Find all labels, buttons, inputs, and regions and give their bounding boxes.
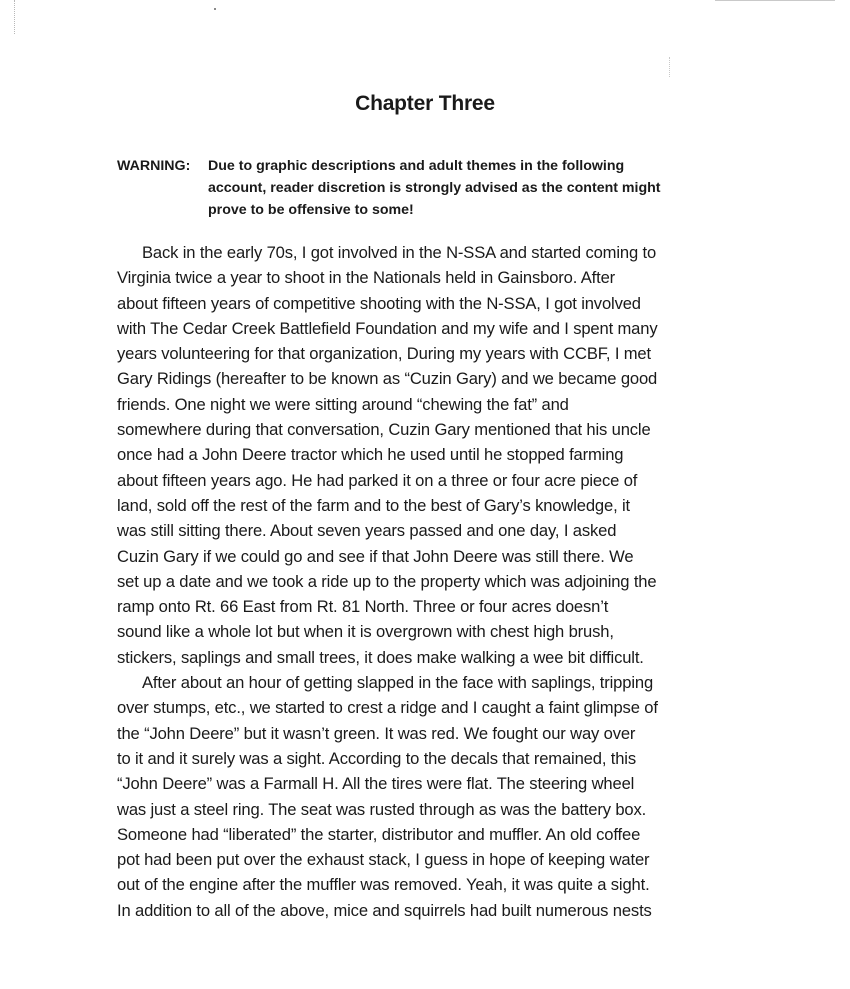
paragraph-1-line: was still sitting there. About seven years passed and one day, I asked bbox=[117, 521, 617, 541]
paragraph-1-line: somewhere during that conversation, Cuzin Gary mentioned that his uncle bbox=[117, 420, 651, 440]
scan-artifact-right bbox=[669, 57, 671, 77]
paragraph-2-line: was just a steel ring. The seat was rusted through as was the battery box. bbox=[117, 799, 647, 819]
paragraph-1-line: with The Cedar Creek Battlefield Foundation and my wife and I spent many bbox=[117, 318, 658, 338]
paragraph-2-line: to it and it surely was a sight. According to the decals that remained, this bbox=[117, 748, 636, 768]
paragraph-1-line: Gary Ridings (hereafter to be known as “Cuzin Gary) and we became good bbox=[117, 369, 658, 389]
paragraph-1-line: land, sold off the rest of the farm and to the best of Gary’s knowledge, it bbox=[117, 495, 630, 515]
warning-line: account, reader discretion is strongly advised as the content might bbox=[208, 180, 661, 196]
warning-line: Due to graphic descriptions and adult themes in the following bbox=[208, 158, 625, 174]
paragraph-1-line: set up a date and we took a ride up to the property which was adjoining the bbox=[117, 571, 657, 591]
paragraph-1-line: about fifteen years of competitive shooting with the N-SSA, I got involved bbox=[117, 293, 641, 313]
warning-line: prove to be offensive to some! bbox=[208, 202, 414, 218]
chapter-title: Chapter Three bbox=[355, 92, 495, 115]
paragraph-2-line: out of the engine after the muffler was removed. Yeah, it was quite a sight. bbox=[117, 875, 650, 895]
body-text bbox=[117, 240, 737, 923]
scan-artifact-dot bbox=[214, 8, 216, 10]
warning-text bbox=[208, 155, 738, 221]
paragraph-2-line: pot had been put over the exhaust stack, I guess in hope of keeping water bbox=[117, 850, 650, 870]
paragraph-1-line: ramp onto Rt. 66 East from Rt. 81 North. Three or four acres doesn’t bbox=[117, 597, 609, 617]
paragraph-1-line: friends. One night we were sitting around “chewing the fat” and bbox=[117, 394, 569, 414]
paragraph-1-line: Back in the early 70s, I got involved in the N-SSA and started coming to bbox=[142, 243, 657, 262]
scan-artifact-left bbox=[14, 0, 16, 34]
paragraph-2-line: “John Deere” was a Farmall H. All the tires were flat. The steering wheel bbox=[117, 774, 635, 794]
paragraph-1-line: about fifteen years ago. He had parked it on a three or four acre piece of bbox=[117, 470, 638, 490]
scan-artifact-top-right bbox=[715, 0, 835, 1]
paragraph-1-line: Cuzin Gary if we could go and see if that John Deere was still there. We bbox=[117, 546, 634, 566]
paragraph-2-line: over stumps, etc., we started to crest a ridge and I caught a faint glimpse of bbox=[117, 698, 658, 718]
paragraph-1-line: Virginia twice a year to shoot in the Nationals held in Gainsboro. After bbox=[117, 268, 616, 288]
paragraph-2-line: In addition to all of the above, mice and squirrels had built numerous nests bbox=[117, 900, 652, 920]
paragraph-1-line: stickers, saplings and small trees, it does make walking a wee bit difficult. bbox=[117, 647, 644, 667]
paragraph-1-line: years volunteering for that organization, During my years with CCBF, I met bbox=[117, 344, 651, 364]
paragraph-1-line: sound like a whole lot but when it is overgrown with chest high brush, bbox=[117, 622, 614, 642]
paragraph-1-line: once had a John Deere tractor which he used until he stopped farming bbox=[117, 445, 624, 465]
paragraph-2-line: After about an hour of getting slapped in the face with saplings, tripping bbox=[142, 673, 654, 693]
warning-label: WARNING: bbox=[117, 158, 191, 174]
paragraph-2-line: Someone had “liberated” the starter, distributor and muffler. An old coffee bbox=[117, 824, 641, 844]
paragraph-2-line: the “John Deere” but it wasn’t green. It was red. We fought our way over bbox=[117, 723, 636, 743]
